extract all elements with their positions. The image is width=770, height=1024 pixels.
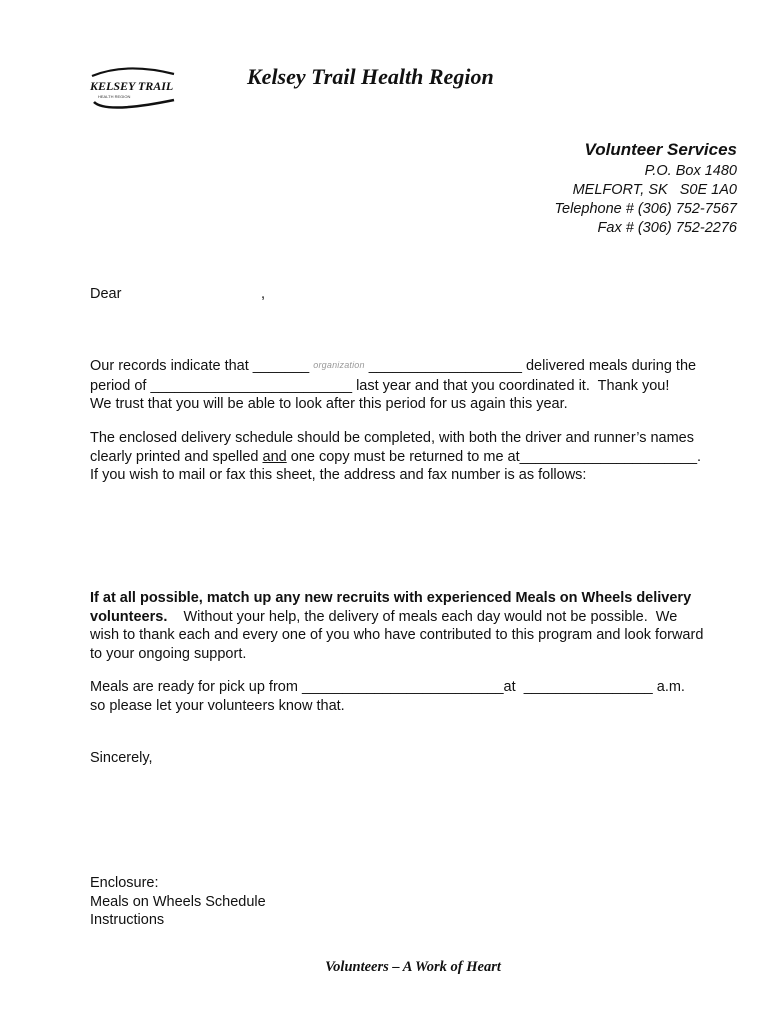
po-box: P.O. Box 1480 — [644, 163, 737, 179]
enclosure-title: Enclosure: — [90, 875, 159, 891]
organization-hint: organization — [313, 360, 365, 370]
schedule-and-underlined: and — [262, 448, 287, 465]
enclosure-item: Meals on Wheels Schedule — [90, 893, 266, 910]
logo-text: KELSEY TRAIL — [90, 79, 174, 93]
records-line2: period of _________________________ last year and that you coordinated it. Thank you! — [90, 377, 670, 394]
city-postal: MELFORT, SK S0E 1A0 — [572, 182, 737, 198]
paragraph-records — [90, 357, 740, 414]
recruits-line2-rest: Without your help, the delivery of meals each day would not be possible. We — [167, 608, 678, 625]
kelsey-trail-logo — [86, 64, 182, 114]
recruits-line3: wish to thank each and every one of you who have contributed to this program and look forward — [90, 627, 704, 643]
records-line1-start: Our records indicate that _______ — [90, 358, 314, 374]
organization-title: Kelsey Trail Health Region — [247, 64, 494, 89]
recruits-bold-line1: If at all possible, match up any new recruits with experienced Meals on Wheels delivery — [90, 590, 692, 606]
salutation-dear: Dear — [90, 286, 122, 302]
paragraph-schedule — [90, 429, 740, 485]
schedule-line3: If you wish to mail or fax this sheet, the address and fax number is as follows: — [90, 467, 587, 483]
telephone: Telephone # (306) 752-7567 — [554, 201, 737, 217]
recruits-bold-volunteers: volunteers. — [90, 608, 168, 625]
pickup-line1: Meals are ready for pick up from _________________________at ________________ a.m. — [90, 679, 685, 695]
enclosure-item: Instructions — [90, 912, 165, 928]
closing-sincerely: Sincerely, — [90, 750, 153, 766]
footer-tagline: Volunteers – A Work of Heart — [325, 959, 501, 975]
records-line1-end: ___________________ delivered meals during the — [364, 358, 697, 374]
records-line3: We trust that you will be able to look after this period for us again this year. — [90, 396, 568, 412]
schedule-line1: The enclosed delivery schedule should be completed, with both the driver and runner’s names — [90, 430, 694, 446]
pickup-line2: so please let your volunteers know that. — [90, 697, 345, 714]
schedule-line2-start: clearly printed and spelled — [90, 448, 263, 465]
address-block — [555, 138, 737, 238]
paragraph-pickup — [90, 678, 740, 715]
salutation-comma: , — [261, 286, 266, 302]
enclosure-block — [90, 874, 266, 930]
logo-subtext: HEALTH REGION — [98, 94, 131, 99]
recruits-line4: to your ongoing support. — [90, 645, 247, 662]
schedule-line2-end: one copy must be returned to me at______________________. — [286, 448, 702, 465]
fax: Fax # (306) 752-2276 — [597, 220, 737, 236]
department-name: Volunteer Services — [584, 140, 737, 159]
paragraph-recruits — [90, 589, 740, 663]
